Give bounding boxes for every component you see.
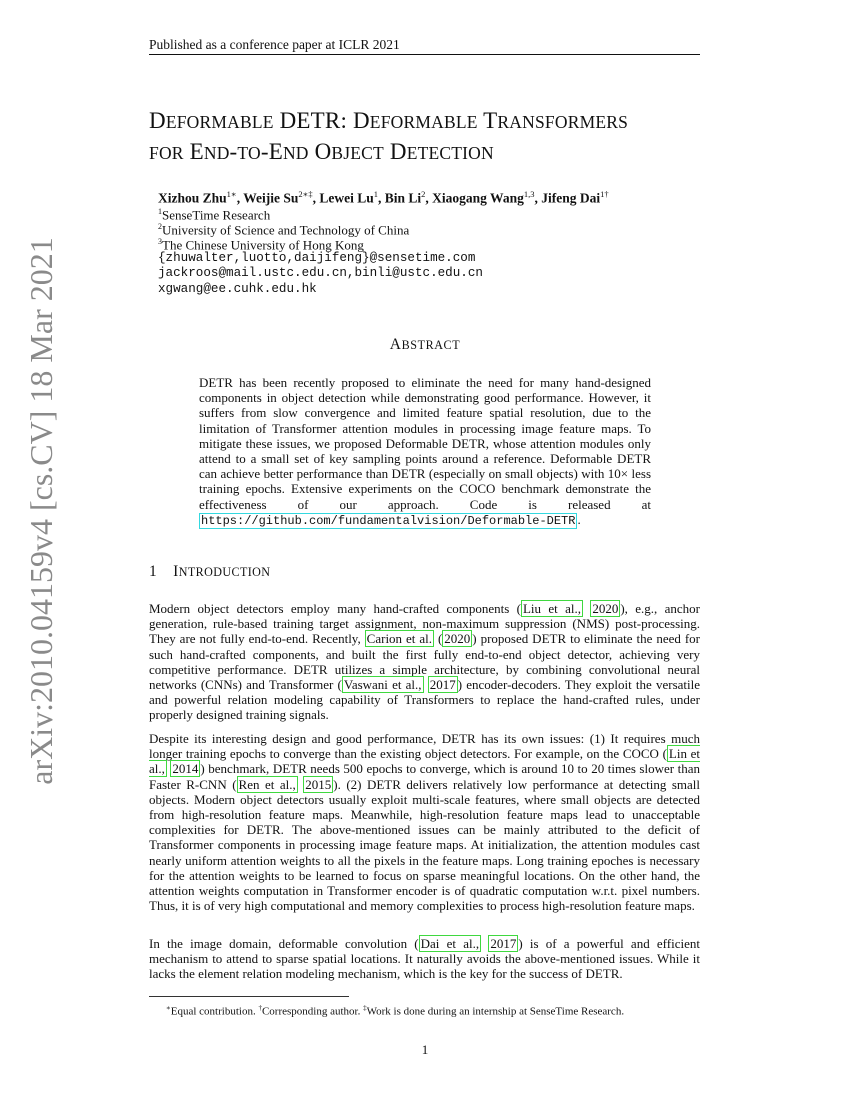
affiliation-2: $^2$University of Science and Technology of China xyxy=(158,222,410,238)
author-separator: , xyxy=(425,190,433,206)
author-separator: , xyxy=(534,190,542,206)
arxiv-stamp[interactable]: arXiv:2010.04159v4 [cs.CV] 18 Mar 2021 xyxy=(23,237,59,785)
author-separator: , xyxy=(378,190,385,206)
author-name: Weijie Su xyxy=(243,190,299,206)
citation-carion-year[interactable]: 2020 xyxy=(444,631,471,647)
author-name: Lewei Lu xyxy=(319,190,374,206)
citation-dai-year[interactable]: 2017 xyxy=(490,936,517,951)
section-heading-introduction: 1 INTRODUCTION xyxy=(149,563,271,580)
abstract-heading: ABSTRACT xyxy=(389,336,461,353)
affiliation-3: $^3$The Chinese University of Hong Kong xyxy=(158,237,364,253)
citation-lin-year[interactable]: 2014 xyxy=(172,761,199,777)
footnote: ∗Equal contribution. †Corresponding author. ‡Work is done during an internship at SenseTime Research. xyxy=(166,1004,625,1018)
intro-paragraph-2: Despite its interesting design and good performance, DETR has its own issues: (1) It requires much longer training epochs to converge than the existing object detectors. For example, on the COCO ( Lin et al., 2014 ) benchmark, DETR needs 500 epochs to converge, which is around 10 to 20 times slower than Faster R-CNN ( Ren et al., 2015 ). (2) DETR delivers relatively low performance at detecting small objects. Modern object detectors usually exploit multi-scale features, where small objects are detected from high-resolution feature maps. Meanwhile, high-resolution feature maps lead to unacceptable complexities for DETR. The above-mentioned issues can be mainly attributed to the deficit of Transformer components in processing image feature maps. At initialization, the attention modules cast nearly uniform attention weights to all the pixels in the feature maps. Long training epoches is necessary for the attention weights to be learned to focus on sparse meaningful locations. On the other hand, the attention weights computation in Transformer encoder is of quadratic computation w.r.t. pixel numbers. Thus, it is of very high computational and memory complexities to process high-resolution feature maps. xyxy=(149,731,700,914)
author-marks: 2 xyxy=(421,189,426,199)
author-name: Xizhou Zhu xyxy=(158,190,227,206)
author-marks: 1,3 xyxy=(523,189,535,199)
author-separator: , xyxy=(312,190,320,206)
author-marks: 1∗ xyxy=(226,189,237,199)
citation-carion[interactable]: Carion et al. xyxy=(366,631,432,647)
author-marks: 1† xyxy=(600,189,609,199)
paper-title xyxy=(149,106,709,168)
author-name: Bin Li xyxy=(384,190,422,206)
citation-liu-year[interactable]: 2020 xyxy=(592,601,619,616)
email-line-1: {zhuwalter,luotto,daijifeng}@sensetime.com xyxy=(158,251,476,265)
abstract-body: DETR has been recently proposed to eliminate the need for many hand-designed components in object detection while demonstrating good performance. However, it suffers from slow convergence and limited feature spatial resolution, due to the limitation of Transformer attention modules in processing image feature maps. To mitigate these issues, we proposed Deformable DETR, whose attention modules only attend to a small set of key sampling points around a reference. Deformable DETR can achieve better performance than DETR (especially on small objects) with 10× less training epochs. Extensive experiments on the COCO benchmark demonstrate the effectiveness of our approach. Code is released at https://github.com/fundamentalvision/Deformable-DETR . xyxy=(199,375,651,528)
author-marks: 1 xyxy=(373,189,379,199)
citation-vaswani-year[interactable]: 2017 xyxy=(429,677,456,693)
author-name: Jifeng Dai xyxy=(541,190,601,206)
intro-paragraph-1: Modern object detectors employ many hand-crafted components ( Liu et al., 2020 ), e.g., anchor generation, rule-based training target assignment, non-maximum suppression (NMS) post-processing. They are not fully end-to-end. Recently, Carion et al. ( 2020 ) proposed DETR to eliminate the need for such hand-crafted components, and built the first fully end-to-end object detector, achieving very competitive performance. DETR utilizes a simple architecture, by combining convolutional neural networks (CNNs) and Transformer ( Vaswani et al., 2017 ) encoder-decoders. They exploit the versatile and powerful relation modeling capability of Transformers to replace the hand-crafted rules, under properly designed training signals. xyxy=(149,601,701,723)
email-line-2: jackroos@mail.ustc.edu.cn,binli@ustc.edu.cn xyxy=(158,266,483,280)
title-line-1: DEFORMABLE DETR: DEFORMABLE TRANSFORMERS xyxy=(149,108,629,133)
author-separator: , xyxy=(236,190,244,206)
citation-dai[interactable]: Dai et al., xyxy=(420,936,480,951)
citation-vaswani[interactable]: Vaswani et al., xyxy=(343,677,422,693)
email-line-3: xgwang@ee.cuhk.edu.hk xyxy=(158,282,317,296)
running-header: Published as a conference paper at ICLR 2021 xyxy=(149,36,700,55)
code-link[interactable]: https://github.com/fundamentalvision/Deformable-DETR xyxy=(201,513,576,528)
citation-liu[interactable]: Liu et al., xyxy=(522,601,581,616)
page-number: 1 xyxy=(421,1042,429,1057)
citation-ren[interactable]: Ren et al., xyxy=(238,776,296,792)
author-marks: 2∗‡ xyxy=(298,189,313,199)
citation-ren-year[interactable]: 2015 xyxy=(305,776,332,792)
citation-lin[interactable]: Lin et al., xyxy=(149,746,700,777)
intro-paragraph-3: In the image domain, deformable convolution ( Dai et al., 2017 ) is of a powerful and efficient mechanism to attend to sparse spatial locations. It naturally avoids the above-mentioned issues. While it lacks the element relation modeling mechanism, which is the key for the success of DETR. xyxy=(149,936,700,982)
title-line-2: FOR END-TO-END OBJECT DETECTION xyxy=(149,139,494,164)
footnote-rule xyxy=(149,996,349,997)
affiliation-1: $^1$SenseTime Research xyxy=(158,207,271,223)
author-name: Xiaogang Wang xyxy=(432,190,524,206)
